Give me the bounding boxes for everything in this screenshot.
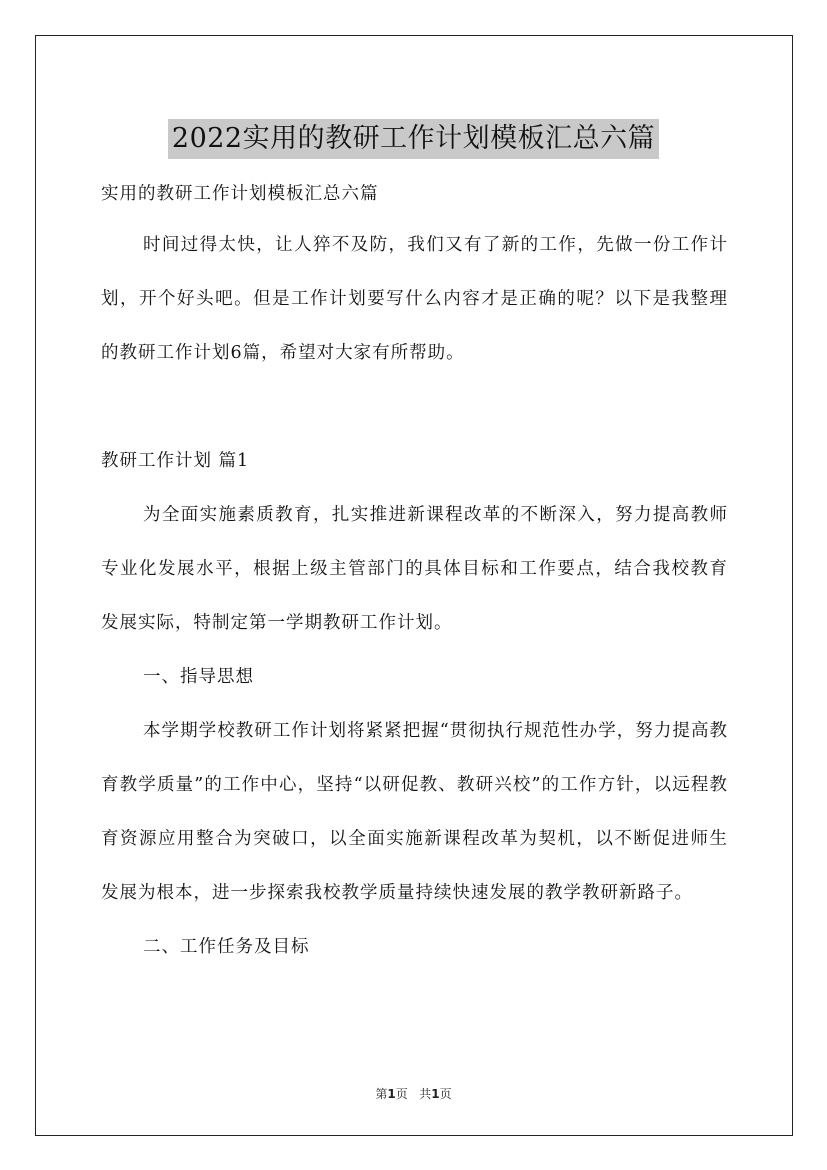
footer-page-suffix: 页 — [439, 1087, 452, 1101]
document-body — [101, 170, 728, 974]
footer-page-mid: 页 共 — [395, 1087, 432, 1101]
list-heading-2: 二、工作任务及目标 — [143, 937, 310, 957]
page-footer — [0, 1085, 827, 1102]
body-paragraph-1: 为全面实施素质教育，扎实推进新课程改革的不断深入，努力提高教师专业化发展水平，根据上级主管部门的具体目标和工作要点，结合我校教育发展实际，特制定第一学期教研工作计划。 — [101, 505, 728, 633]
footer-total-pages: 1 — [431, 1087, 440, 1101]
title-container — [0, 101, 827, 177]
document-title: 2022实用的教研工作计划模板汇总六篇 — [168, 119, 659, 159]
document-subtitle: 实用的教研工作计划模板汇总六篇 — [101, 184, 379, 204]
body-paragraph-2: 本学期学校教研工作计划将紧紧把握“贯彻执行规范性办学，努力提高教育教学质量”的工作中心，坚持“以研促教、教研兴校”的工作方针，以远程教育资源应用整合为突破口，以全面实施新课程改革为契机，以不断促进师生发展为根本，进一步探索我校教学质量持续快速发展的教学教研新路子。 — [101, 721, 728, 903]
intro-paragraph: 时间过得太快，让人猝不及防，我们又有了新的工作，先做一份工作计划，开个好头吧。但是工作计划要写什么内容才是正确的呢？以下是我整理的教研工作计划6篇，希望对大家有所帮助。 — [101, 235, 728, 363]
list-heading-1: 一、指导思想 — [143, 667, 254, 687]
footer-page-prefix: 第 — [375, 1087, 388, 1101]
section-heading: 教研工作计划 篇1 — [101, 451, 250, 471]
footer-page-number: 1 — [387, 1087, 396, 1101]
